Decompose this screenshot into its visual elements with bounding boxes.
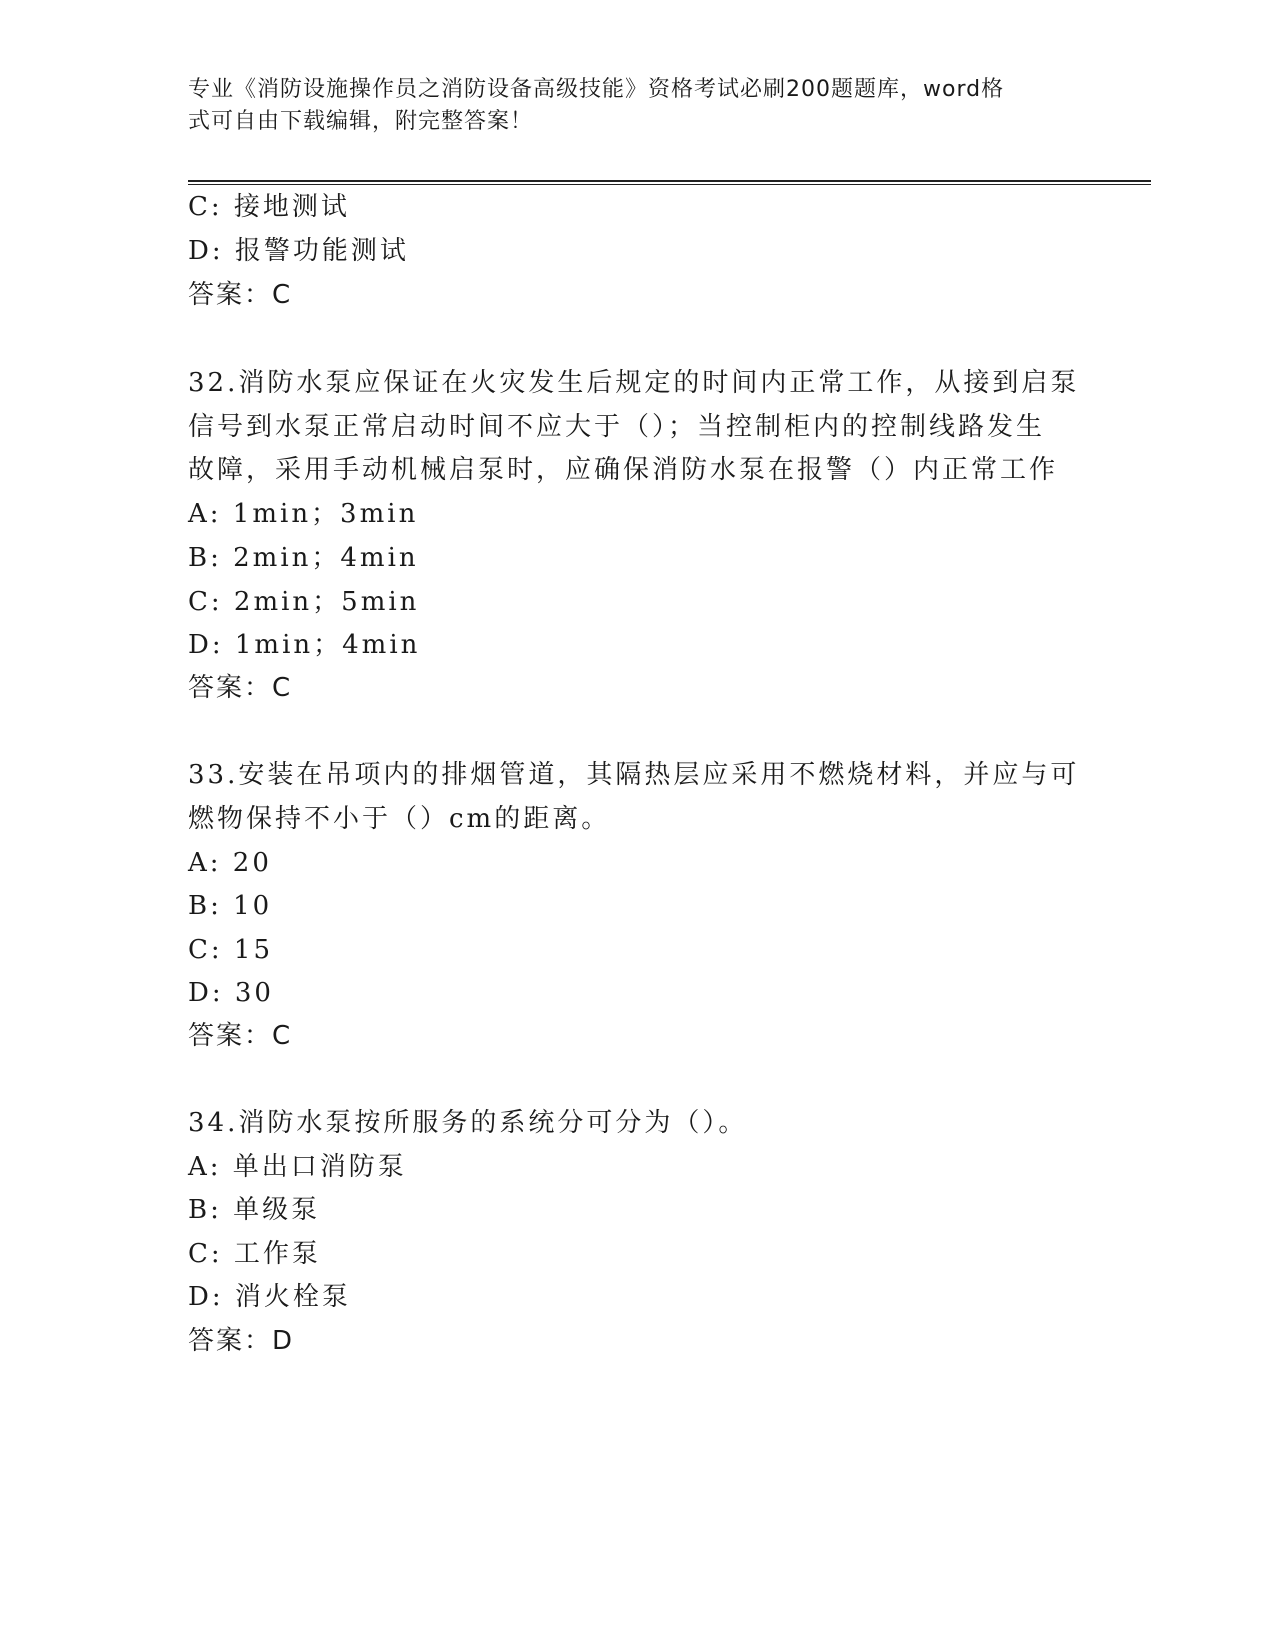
header-line-2: 式可自由下载编辑，附完整答案！ [188,109,534,134]
q32-option-b: B: 2min；4min [188,543,419,573]
q32-answer: 答案：C [188,673,293,703]
header-divider-thick [188,180,1151,182]
q32-option-d: D: 1min；4min [188,630,421,660]
q33-option-a: A: 20 [188,848,272,878]
page-header [188,74,1068,138]
q31-answer: 答案：C [188,280,293,310]
header-divider-thin [188,184,1151,185]
q34-answer: 答案：D [188,1326,295,1356]
q34-stem-line-1: 34.消防水泵按所服务的系统分可分为（）。 [188,1108,748,1138]
q34-option-b: B: 单级泵 [188,1195,321,1225]
q33-stem-line-1: 33.安装在吊项内的排烟管道，其隔热层应采用不燃烧材料，并应与可 [188,760,1080,790]
q34-option-a: A: 单出口消防泵 [188,1152,407,1182]
q33-option-c: C: 15 [188,935,274,965]
q33-option-b: B: 10 [188,891,273,921]
q33-option-d: D: 30 [188,978,274,1008]
q31-option-d: D: 报警功能测试 [188,236,409,266]
q33-stem-line-2: 燃物保持不小于（）cm的距离。 [188,804,611,834]
q34-option-c: C: 工作泵 [188,1239,321,1269]
q34-option-d: D: 消火栓泵 [188,1282,351,1312]
header-line-1: 专业《消防设施操作员之消防设备高级技能》资格考试必刷200题题库，word格 [188,77,1005,102]
q32-stem-line-2: 信号到水泵正常启动时间不应大于（）；当控制柜内的控制线路发生 [188,412,1046,442]
q32-option-c: C: 2min；5min [188,587,420,617]
q32-option-a: A: 1min；3min [188,499,419,529]
q32-stem-line-1: 32.消防水泵应保证在火灾发生后规定的时间内正常工作，从接到启泵 [188,368,1080,398]
q32-stem-line-3: 故障，采用手动机械启泵时，应确保消防水泵在报警（）内正常工作 [188,455,1059,485]
q33-answer: 答案：C [188,1021,293,1051]
q31-option-c: C: 接地测试 [188,192,350,222]
